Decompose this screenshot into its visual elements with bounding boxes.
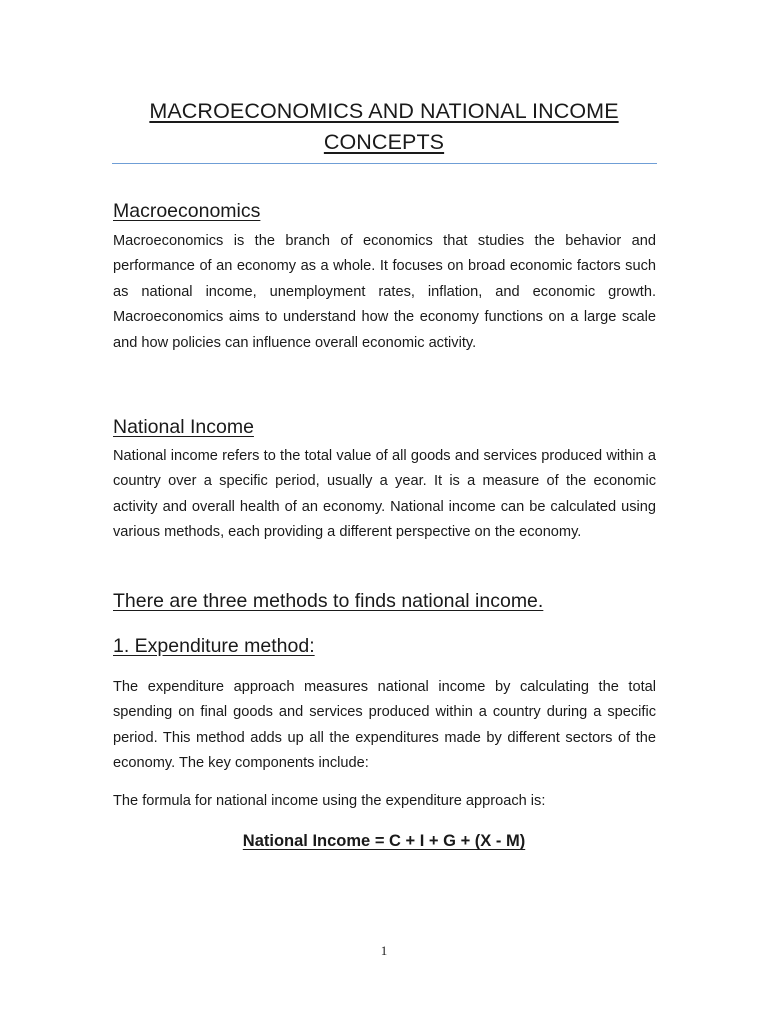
title-divider: [112, 163, 657, 164]
national-income-formula: National Income = C + I + G + (X - M): [242, 832, 526, 850]
page-number: 1: [380, 943, 388, 958]
section-body-national-income: National income refers to the total value of all goods and services produced within a country over a specific period, usually a year. It is a measure of the economic activity and overall health of an economy. National income can be calculated using various methods, each providing a different perspective on the economy.: [113, 448, 656, 541]
document-title: MACROECONOMICS AND NATIONAL INCOME CONCEPTS: [149, 99, 619, 154]
formula-intro: The formula for national income using the expenditure approach is:: [113, 793, 546, 809]
expenditure-method-body: The expenditure approach measures national income by calculating the total spending on final goods and services produced within a country during a specific period. This method adds up all the expenditures made by different sectors of the economy. The key components include:: [113, 679, 656, 772]
section-body-macroeconomics: Macroeconomics is the branch of economics that studies the behavior and performance of an economy as a whole. It focuses on broad economic factors such as national income, unemployment rates, inflation, and economic growth. Macroeconomics aims to understand how the economy functions on a large scale and how policies can influence overall economic activity.: [113, 233, 656, 351]
section-heading-macroeconomics: Macroeconomics: [113, 200, 261, 222]
expenditure-method-heading: 1. Expenditure method:: [113, 635, 315, 657]
section-heading-national-income: National Income: [113, 416, 254, 438]
methods-heading: There are three methods to finds national income.: [113, 590, 544, 612]
